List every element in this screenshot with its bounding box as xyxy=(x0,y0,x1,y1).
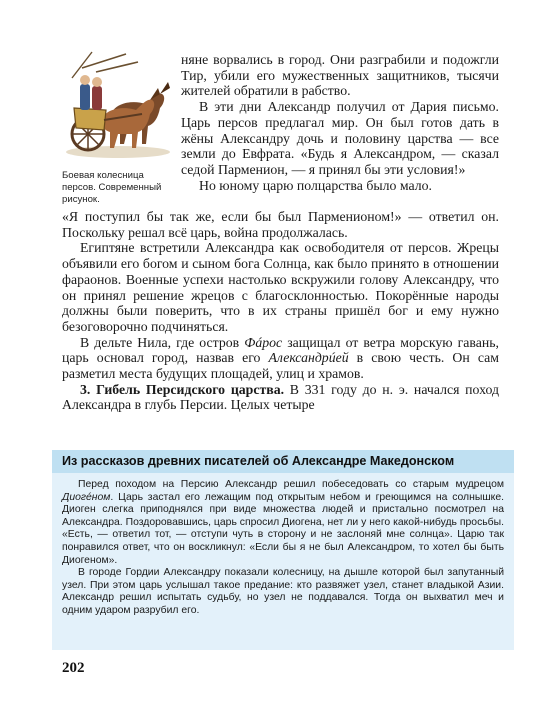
text-run: В дельте Нила, где остров xyxy=(80,334,245,350)
sidebar-box-header xyxy=(52,450,514,473)
place-name: Александрúей xyxy=(268,350,349,366)
text-run: В 331 году до н. э. начался поход Александра в глубь Персии. Целых четыре xyxy=(62,381,499,413)
section-heading: 3. Гибель Персидского царства. xyxy=(80,381,285,397)
place-name: Фáрос xyxy=(244,334,283,350)
paragraph xyxy=(62,335,499,382)
text-run: Перед походом на Персию Александр решил побеседовать со старым мудрецом xyxy=(78,479,504,490)
main-text-upper xyxy=(181,52,499,193)
war-chariot-illustration xyxy=(62,48,174,162)
main-text-lower xyxy=(62,209,499,413)
paragraph xyxy=(62,382,499,413)
text-run: защищал от ветра морскую гавань, царь основал город, назвав его xyxy=(62,334,499,366)
paragraph: Египтяне встретили Александра как освободителя от персов. Жрецы объявили его богом и сыном бога Солнца, как было принято в отношении фараонов. Военные успехи настолько вскружили голову Александру, что он принял решение жрецов с благосклонностью. Покорённые народы должны были поверить, что в их страны пришёл бог и ему нужно безоговорочно подчиняться. xyxy=(62,240,499,334)
paragraph: В эти дни Александр получил от Дария письмо. Царь персов предлагал мир. Он был готов дать в жёны Александру дочь и половину царства — все земли до Евфрата. «Будь я Александром, — сказал седой Парменион, — я принял бы эти условия!» xyxy=(181,99,499,177)
paragraph: няне ворвались в город. Они разграбили и подожгли Тир, убили его мужественных защитников, тысячи жителей обратили в рабство. xyxy=(181,52,499,99)
paragraph xyxy=(62,479,504,567)
paragraph: В городе Гордии Александру показали колесницу, на дышле которой был запутанный узел. При этом царь услышал такое предание: кто развяжет узел, станет владыкой Азии. Александр решил испытать судьбу, но узел не поддавался. Тогда он выхватил меч и одним ударом разрубил его. xyxy=(62,567,504,616)
sidebar-box xyxy=(52,450,514,650)
person-name: Диогéном xyxy=(62,491,111,503)
text-run: в свою честь. Он сам разметил места будущих площадей, улиц и храмов. xyxy=(62,350,499,382)
sidebar-box-text xyxy=(62,479,504,618)
page-number: 202 xyxy=(62,660,85,676)
sidebar-box-title: Из рассказов древних писателей об Александре Македонском xyxy=(62,454,455,468)
paragraph: Но юному царю полцарства было мало. xyxy=(199,177,432,193)
illustration-caption: Боевая колесница персов. Современный рисунок. xyxy=(62,170,162,206)
text-run: . Царь застал его лежащим под открытым небом и греющимся на солнышке. Диоген слегка приподнялся при виде множества людей и пристально посмотрел на Александра. Поздоровавшись, царь спросил Диогена, нет ли у него какой-нибудь просьбы. «Есть, — ответил тот, — отступи чуть в сторону и не заслоняй мне солнца». Царю так понравился ответ, что он воскликнул: «Если бы я не был Александром, то хотел бы быть Диогеном». xyxy=(62,491,504,566)
paragraph: «Я поступил бы так же, если бы был Парменионом!» — ответил он. Поскольку решал всё царь, война продолжалась. xyxy=(62,209,499,240)
